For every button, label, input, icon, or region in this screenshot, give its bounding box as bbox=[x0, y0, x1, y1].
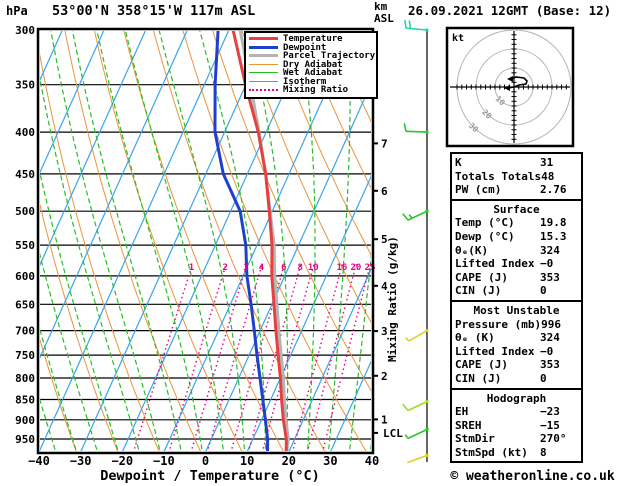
mixing-ratio-line bbox=[206, 264, 263, 457]
table-row bbox=[455, 284, 578, 298]
row-value: 324 bbox=[540, 243, 560, 257]
pressure-tick-label: 400 bbox=[15, 126, 35, 140]
legend-label: Dry Adiabat bbox=[283, 59, 343, 70]
table-row bbox=[455, 419, 578, 433]
pressure-tick-label: 500 bbox=[15, 205, 35, 219]
pressure-tick-labels bbox=[15, 24, 35, 446]
mixing-ratio-lines bbox=[132, 264, 371, 457]
table-section bbox=[450, 152, 583, 201]
pressure-tick-label: 550 bbox=[15, 239, 35, 253]
mixing-ratio-value-label: 6 bbox=[281, 262, 287, 273]
pressure-tick-label: 450 bbox=[15, 167, 35, 181]
section-header: Hodograph bbox=[486, 391, 547, 405]
dewpoint-line-swatch bbox=[249, 46, 278, 49]
mixing-ratio-value-label: 16 bbox=[336, 262, 348, 273]
wind-barb-shaft bbox=[408, 402, 427, 411]
row-value: −15 bbox=[540, 418, 560, 432]
table-row bbox=[455, 405, 578, 419]
wind-barb-half-tick bbox=[406, 338, 409, 341]
hodograph bbox=[447, 28, 573, 146]
row-value: 19.8 bbox=[540, 216, 567, 230]
pressure-tick-label: 700 bbox=[15, 324, 35, 338]
row-value: 2.76 bbox=[540, 183, 567, 197]
isotherm-line-swatch bbox=[249, 81, 278, 82]
wind-barb bbox=[403, 210, 429, 220]
pressure-tick-label: 350 bbox=[15, 78, 35, 92]
mixing-ratio-line bbox=[168, 264, 227, 457]
temperature-tick-labels bbox=[28, 454, 379, 468]
mixing-ratio-value-label: 2 bbox=[222, 262, 228, 273]
wind-barb bbox=[405, 428, 428, 438]
wind-barb bbox=[404, 123, 428, 133]
wet-adiabat bbox=[97, 30, 203, 457]
wind-barb-shaft bbox=[406, 131, 427, 132]
km-tick-label: 4 bbox=[381, 279, 388, 293]
table-row bbox=[455, 345, 578, 359]
wind-barb-shaft bbox=[409, 331, 427, 342]
run-date: 26.09.2021 12GMT (Base: 12) bbox=[408, 3, 612, 18]
row-label: SREH bbox=[455, 418, 482, 432]
credit-footer: © weatheronline.co.uk bbox=[450, 469, 615, 484]
table-section-surface bbox=[450, 199, 583, 302]
temperature-tick-label: −30 bbox=[69, 454, 92, 468]
mixing-ratio-labels bbox=[189, 263, 376, 273]
row-label: θₑ (K) bbox=[455, 331, 495, 345]
mixing-ratio-value-label: 25 bbox=[364, 262, 376, 273]
mixing-ratio-value-label: 1 bbox=[188, 262, 195, 273]
wind-barb-shaft bbox=[407, 455, 427, 462]
table-row bbox=[455, 318, 578, 332]
section-header: Most Unstable bbox=[473, 303, 560, 317]
altitude-unit-asl: ASL bbox=[374, 12, 394, 25]
mixing-ratio-value-label: 4 bbox=[258, 262, 265, 273]
pressure-tick-label: 850 bbox=[15, 393, 35, 407]
km-tick-label: 2 bbox=[381, 369, 388, 383]
row-label: EH bbox=[455, 405, 469, 419]
table-row bbox=[455, 331, 578, 345]
legend-label: Mixing Ratio bbox=[283, 85, 349, 96]
hodograph-ring-label: 30 bbox=[466, 121, 480, 135]
pressure-tick-label: 900 bbox=[15, 413, 35, 427]
table-row bbox=[455, 432, 578, 446]
row-label: StmSpd (kt) bbox=[455, 445, 528, 459]
parcel-trajectory-line-swatch bbox=[249, 54, 278, 57]
km-tick-label: 1 bbox=[381, 413, 388, 427]
table-row bbox=[455, 170, 578, 184]
row-value: 353 bbox=[540, 358, 560, 372]
table-section-most-unstable bbox=[450, 300, 583, 390]
pressure-tick-label: 600 bbox=[15, 269, 35, 283]
row-label: θₑ(K) bbox=[455, 243, 489, 257]
temperature-tick-label: 30 bbox=[323, 454, 338, 468]
wind-barb bbox=[407, 454, 428, 463]
hodograph-ring-label: 20 bbox=[480, 107, 494, 121]
row-value: 324 bbox=[540, 331, 560, 345]
mixing-ratio-axis-label: Mixing Ratio (g/kg) bbox=[386, 236, 399, 362]
row-value: 353 bbox=[540, 270, 560, 284]
wind-barb-half-tick bbox=[405, 435, 408, 439]
temperature-tick-label: −10 bbox=[153, 454, 175, 468]
indices-table bbox=[450, 152, 583, 463]
row-label: StmDir bbox=[455, 432, 495, 446]
pressure-tick-label: 800 bbox=[15, 372, 35, 385]
row-label: CAPE (J) bbox=[455, 270, 508, 284]
legend bbox=[244, 31, 378, 99]
legend-row bbox=[249, 86, 376, 95]
table-row bbox=[455, 230, 578, 244]
km-tick-label: 3 bbox=[381, 325, 388, 339]
legend-label: Isotherm bbox=[283, 76, 327, 87]
wet-adiabat bbox=[72, 30, 182, 457]
pressure-unit-label: hPa bbox=[6, 4, 28, 18]
row-value: 48 bbox=[541, 169, 555, 183]
hodograph-ring-label: 10 bbox=[493, 94, 507, 108]
temperature-tick-label: −20 bbox=[111, 454, 134, 468]
wind-barb-column bbox=[403, 20, 429, 463]
temperature-tick-label: 0 bbox=[201, 454, 210, 468]
wind-barb-full-tick bbox=[404, 123, 406, 131]
section-header: Surface bbox=[493, 202, 540, 216]
row-value: 31 bbox=[540, 156, 554, 169]
legend-label: Temperature bbox=[283, 34, 343, 44]
mixing-ratio-value-label: 8 bbox=[297, 262, 303, 273]
temperature-tick-label: 20 bbox=[281, 454, 297, 468]
wind-barb-full-tick bbox=[403, 404, 408, 410]
hodograph-unit-label: kt bbox=[452, 33, 465, 44]
legend-label: Parcel Trajectory bbox=[283, 51, 376, 62]
row-label: Temp (°C) bbox=[455, 216, 515, 230]
mixing-ratio-line-swatch bbox=[249, 89, 278, 91]
row-label: CIN (J) bbox=[455, 284, 502, 298]
mixing-ratio-value-label: 3 bbox=[243, 262, 249, 273]
row-label: Lifted Index bbox=[455, 257, 535, 271]
mixing-ratio-line bbox=[132, 264, 193, 457]
row-label: K bbox=[455, 156, 462, 169]
km-tick-label: 7 bbox=[381, 137, 388, 151]
wind-barb bbox=[403, 400, 429, 410]
row-value: 270° bbox=[540, 432, 567, 446]
table-row bbox=[455, 156, 578, 170]
dry-adiabat-line-swatch bbox=[249, 64, 278, 65]
temperature-tick-label: 10 bbox=[239, 454, 255, 468]
wet-adiabat-line-swatch bbox=[249, 72, 278, 73]
wind-barb-shaft bbox=[406, 28, 427, 30]
row-value: −0 bbox=[540, 257, 554, 271]
row-value: −0 bbox=[540, 344, 554, 358]
altitude-unit-km: km bbox=[374, 0, 388, 13]
wind-barb bbox=[405, 20, 429, 32]
table-row bbox=[455, 271, 578, 285]
mixing-ratio-line bbox=[306, 264, 356, 457]
wind-barb-full-tick bbox=[409, 20, 410, 28]
temperature-tick-label: −40 bbox=[28, 454, 50, 468]
wet-adiabat bbox=[51, 30, 162, 457]
table-row bbox=[455, 372, 578, 386]
table-row bbox=[455, 244, 578, 258]
km-tick-label: 6 bbox=[381, 184, 388, 198]
pressure-tick-label: 300 bbox=[15, 24, 35, 37]
table-section-hodograph bbox=[450, 388, 583, 464]
wind-barb-half-tick bbox=[409, 215, 412, 219]
table-row bbox=[455, 257, 578, 271]
row-label: Pressure (mb) bbox=[455, 317, 542, 331]
row-label: PW (cm) bbox=[455, 183, 502, 197]
mixing-ratio-line bbox=[321, 264, 370, 457]
wind-barb-full-tick bbox=[405, 20, 406, 28]
dry-adiabat bbox=[35, 30, 161, 457]
pressure-tick-label: 750 bbox=[15, 349, 35, 363]
row-label: Totals Totals bbox=[455, 169, 542, 183]
station-title: 53°00'N 358°15'W 117m ASL bbox=[52, 3, 256, 19]
row-value: 15.3 bbox=[540, 229, 567, 243]
row-value: 0 bbox=[540, 371, 547, 385]
row-label: CIN (J) bbox=[455, 371, 502, 385]
row-value: −23 bbox=[540, 405, 560, 419]
row-value: 8 bbox=[540, 445, 547, 459]
legend-label: Dewpoint bbox=[283, 42, 327, 53]
altitude-unit-label bbox=[374, 1, 394, 25]
row-label: CAPE (J) bbox=[455, 358, 508, 372]
temperature-line-swatch bbox=[249, 37, 278, 40]
mixing-ratio-value-label: 10 bbox=[307, 262, 319, 273]
temperature-tick-label: 40 bbox=[364, 454, 380, 468]
legend-label: Wet Adiabat bbox=[283, 68, 343, 79]
row-value: 996 bbox=[541, 317, 561, 331]
table-row bbox=[455, 183, 578, 197]
km-tick-label: 5 bbox=[381, 233, 388, 247]
table-row bbox=[455, 446, 578, 460]
wind-barb-shaft bbox=[408, 430, 427, 439]
row-label: Lifted Index bbox=[455, 344, 535, 358]
row-label: Dewp (°C) bbox=[455, 229, 515, 243]
x-axis-label: Dewpoint / Temperature (°C) bbox=[100, 468, 320, 484]
wind-barb-full-tick bbox=[403, 214, 408, 220]
lcl-label: LCL bbox=[383, 426, 403, 440]
table-row bbox=[455, 216, 578, 230]
pressure-tick-label: 650 bbox=[15, 298, 35, 312]
pressure-tick-label: 950 bbox=[15, 433, 35, 446]
row-value: 0 bbox=[540, 284, 547, 298]
table-row bbox=[455, 358, 578, 372]
wind-barb bbox=[406, 329, 429, 341]
mixing-ratio-value-label: 20 bbox=[350, 262, 362, 273]
